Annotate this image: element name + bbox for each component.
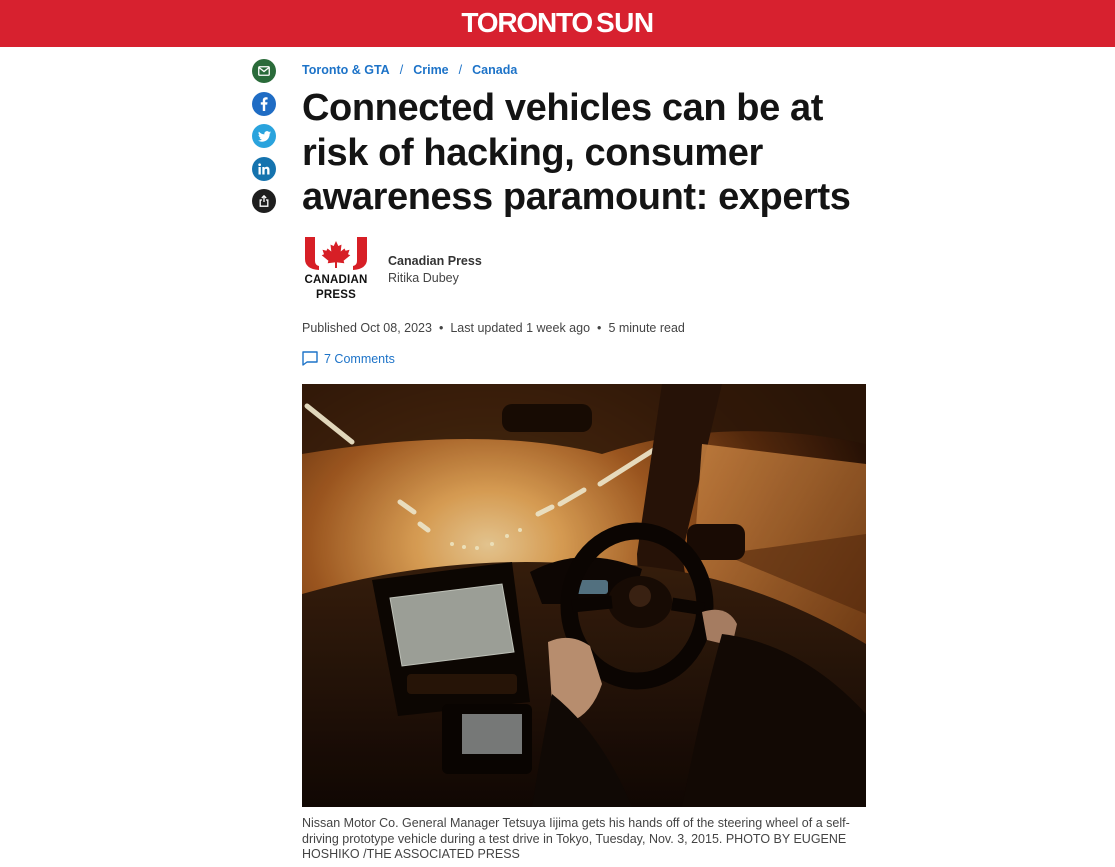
share-upload-icon [259, 195, 269, 207]
breadcrumb-separator: / [399, 63, 404, 77]
envelope-icon [258, 66, 270, 76]
car-interior-photo [302, 384, 866, 807]
breadcrumb-canada[interactable]: Canada [472, 63, 518, 77]
share-twitter-button[interactable] [252, 124, 276, 148]
article-lead-image[interactable] [302, 384, 866, 807]
article-meta [302, 321, 685, 335]
maple-leaf-icon [322, 241, 351, 268]
facebook-icon [260, 97, 268, 111]
comments-count-label: 7 Comments [324, 351, 395, 366]
linkedin-icon [258, 163, 270, 175]
breadcrumb-crime[interactable]: Crime [413, 63, 449, 77]
share-rail [252, 59, 276, 222]
comments-link[interactable] [302, 351, 395, 366]
breadcrumb [302, 63, 517, 77]
site-logo[interactable] [0, 6, 1115, 40]
image-caption: Nissan Motor Co. General Manager Tetsuya Iijima gets his hands off of the steering wheel of a self-driving prototype vehicle during a test drive in Tokyo, Tuesday, Nov. 3, 2015. PHOTO BY EUGENE HOSHIKO /THE ASSOCIATED PRESS [302, 816, 850, 861]
logo-sun: SUN [595, 7, 654, 38]
read-time: 5 minute read [608, 321, 685, 335]
article-title: Connected vehicles can be at risk of hacking, consumer awareness paramount: experts [302, 87, 851, 218]
wordmark-line1: CANADIAN [304, 274, 368, 286]
canadian-press-wordmark [302, 273, 370, 302]
share-linkedin-button[interactable] [252, 157, 276, 181]
twitter-icon [258, 131, 271, 142]
share-email-button[interactable] [252, 59, 276, 83]
wordmark-line2: PRESS [316, 288, 356, 301]
comment-bubble-icon [302, 351, 318, 366]
last-updated: Last updated 1 week ago [450, 321, 591, 335]
site-header [0, 0, 1115, 47]
breadcrumb-toronto-gta[interactable]: Toronto & GTA [302, 63, 390, 77]
logo-toronto: TORONTO [461, 7, 592, 38]
share-facebook-button[interactable] [252, 92, 276, 116]
breadcrumb-separator: / [458, 63, 463, 77]
meta-separator: • [438, 321, 444, 335]
author-name: Ritika Dubey [388, 271, 459, 285]
meta-separator: • [597, 321, 602, 335]
published-date: Published Oct 08, 2023 [302, 321, 432, 335]
author-organization[interactable]: Canadian Press [388, 254, 482, 268]
share-more-button[interactable] [252, 189, 276, 213]
